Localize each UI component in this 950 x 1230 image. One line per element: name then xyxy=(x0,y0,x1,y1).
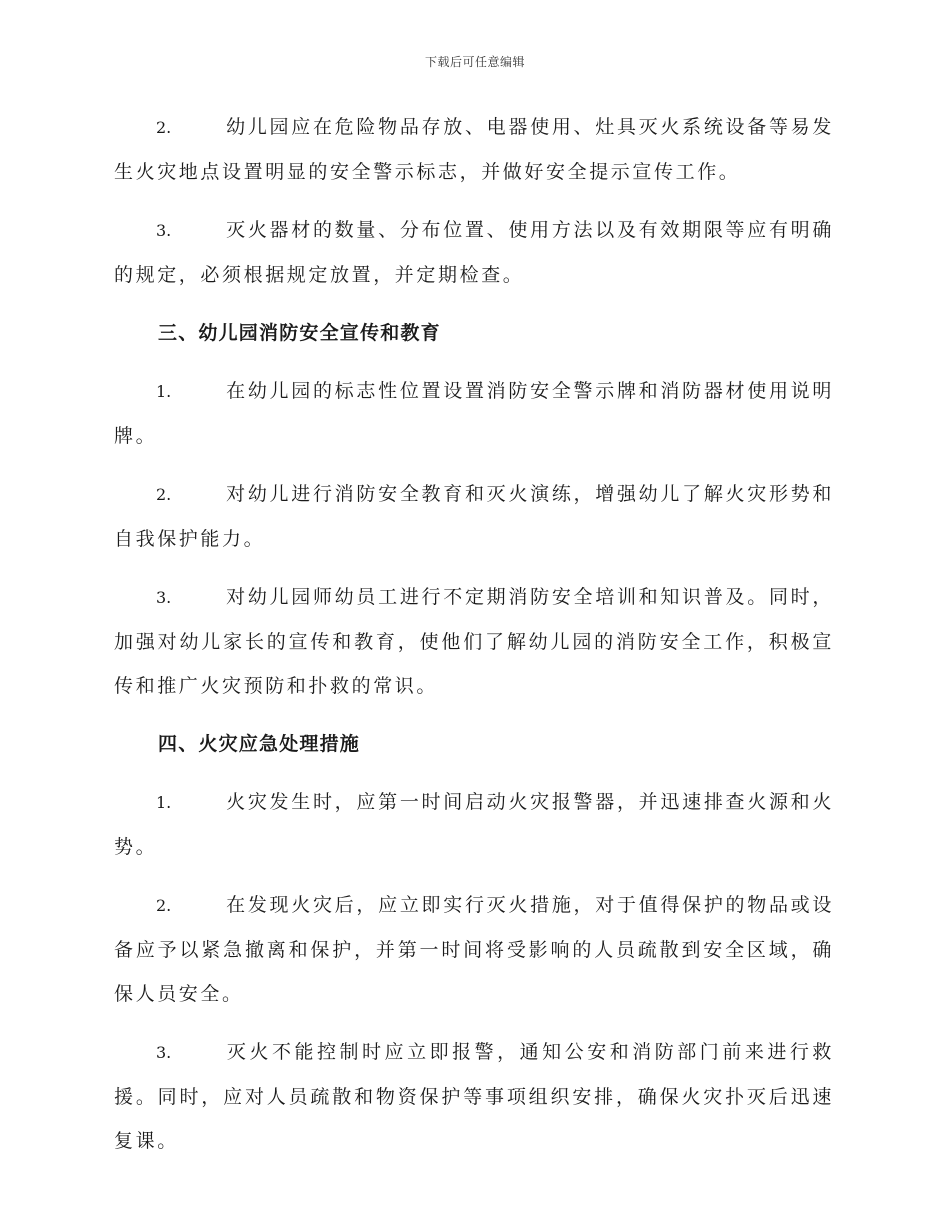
page-header: 下载后可任意编辑 xyxy=(424,55,525,69)
item-text: 对幼儿园师幼员工进行不定期消防安全培训和知识普及。同时，加强对幼儿家长的宣传和教育，使他们了解幼儿园的消防安全工作，积极宣传和推广火灾预防和扑救的常识。 xyxy=(114,586,834,697)
item-number: 2. xyxy=(156,485,172,504)
item-number: 1. xyxy=(156,382,172,401)
section-heading: 三、幼儿园消防安全宣传和教育 xyxy=(158,322,441,344)
item-text: 对幼儿进行消防安全教育和灭火演练，增强幼儿了解火灾形势和自我保护能力。 xyxy=(114,483,834,550)
item-number: 2. xyxy=(156,896,172,915)
list-item xyxy=(114,575,834,708)
item-text: 火灾发生时，应第一时间启动火灾报警器，并迅速排查火源和火势。 xyxy=(114,791,834,858)
list-item xyxy=(114,105,834,194)
list-item xyxy=(114,472,834,561)
item-text: 在发现火灾后，应立即实行灭火措施，对于值得保护的物品或设备应予以紧急撤离和保护，并第一时间将受影响的人员疏散到安全区域，确保人员安全。 xyxy=(114,894,834,1005)
list-item xyxy=(114,883,834,1016)
item-text: 灭火器材的数量、分布位置、使用方法以及有效期限等应有明确的规定，必须根据规定放置，并定期检查。 xyxy=(114,219,834,286)
list-item xyxy=(114,369,834,458)
item-text: 幼儿园应在危险物品存放、电器使用、灶具灭火系统设备等易发生火灾地点设置明显的安全警示标志，并做好安全提示宣传工作。 xyxy=(114,116,834,183)
item-number: 3. xyxy=(156,221,172,240)
item-number: 2. xyxy=(156,118,172,137)
document-body xyxy=(114,105,834,1177)
list-item xyxy=(114,208,834,297)
item-text: 灭火不能控制时应立即报警，通知公安和消防部门前来进行救援。同时，应对人员疏散和物资保护等事项组织安排，确保火灾扑灭后迅速复课。 xyxy=(114,1041,834,1152)
item-number: 3. xyxy=(156,588,172,607)
section-heading: 四、火灾应急处理措施 xyxy=(158,733,361,755)
item-number: 1. xyxy=(156,793,172,812)
item-text: 在幼儿园的标志性位置设置消防安全警示牌和消防器材使用说明牌。 xyxy=(114,380,834,447)
list-item xyxy=(114,780,834,869)
list-item xyxy=(114,1030,834,1163)
item-number: 3. xyxy=(156,1043,172,1062)
